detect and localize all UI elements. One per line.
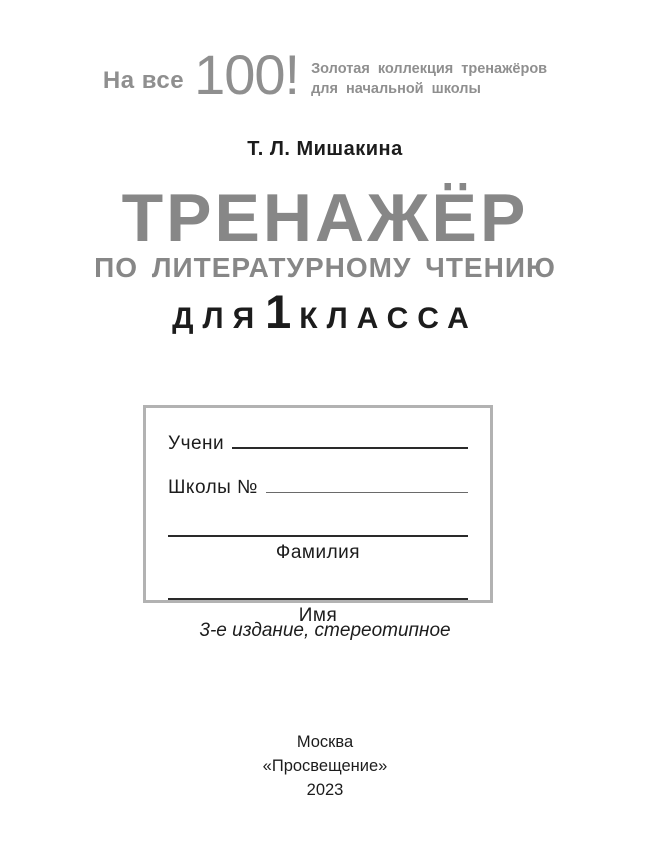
series-logo-prefix: На все [102,67,185,95]
series-logo [0,43,650,106]
firstname-caption: Имя [298,604,338,626]
imprint-city: Москва [296,733,354,751]
imprint-year: 2023 [306,780,344,799]
school-field-label: Школы № [168,476,258,498]
firstname-field [168,574,468,627]
student-blank-line [232,428,468,449]
school-blank-line [266,472,468,493]
book-title: ТРЕНАЖЁР [121,180,529,256]
owner-info-box [143,405,493,626]
school-field-row [168,472,468,499]
series-tagline [311,59,547,100]
book-subtitle: ПО ЛИТЕРАТУРНОМУ ЧТЕНИЮ [94,252,556,283]
imprint-publisher: «Просвещение» [262,756,388,775]
series-tagline-line1: Золотая коллекция тренажёров [311,60,548,77]
grade-line [0,284,650,339]
edition-note: 3-е издание, стереотипное [199,620,451,641]
imprint-block [0,731,650,803]
grade-suffix: КЛАССА [299,302,478,335]
grade-prefix: ДЛЯ [172,302,264,335]
surname-blank-line [168,515,468,537]
grade-number: 1 [265,285,292,338]
student-field-label: Учени [168,432,225,454]
series-tagline-line2: для начальной школы [311,81,481,98]
surname-field [168,515,468,564]
surname-caption: Фамилия [275,541,361,563]
firstname-blank-line [168,574,468,600]
student-field-row [168,428,468,455]
series-logo-number: 100! [194,43,300,106]
author-name: Т. Л. Мишакина [247,138,403,160]
